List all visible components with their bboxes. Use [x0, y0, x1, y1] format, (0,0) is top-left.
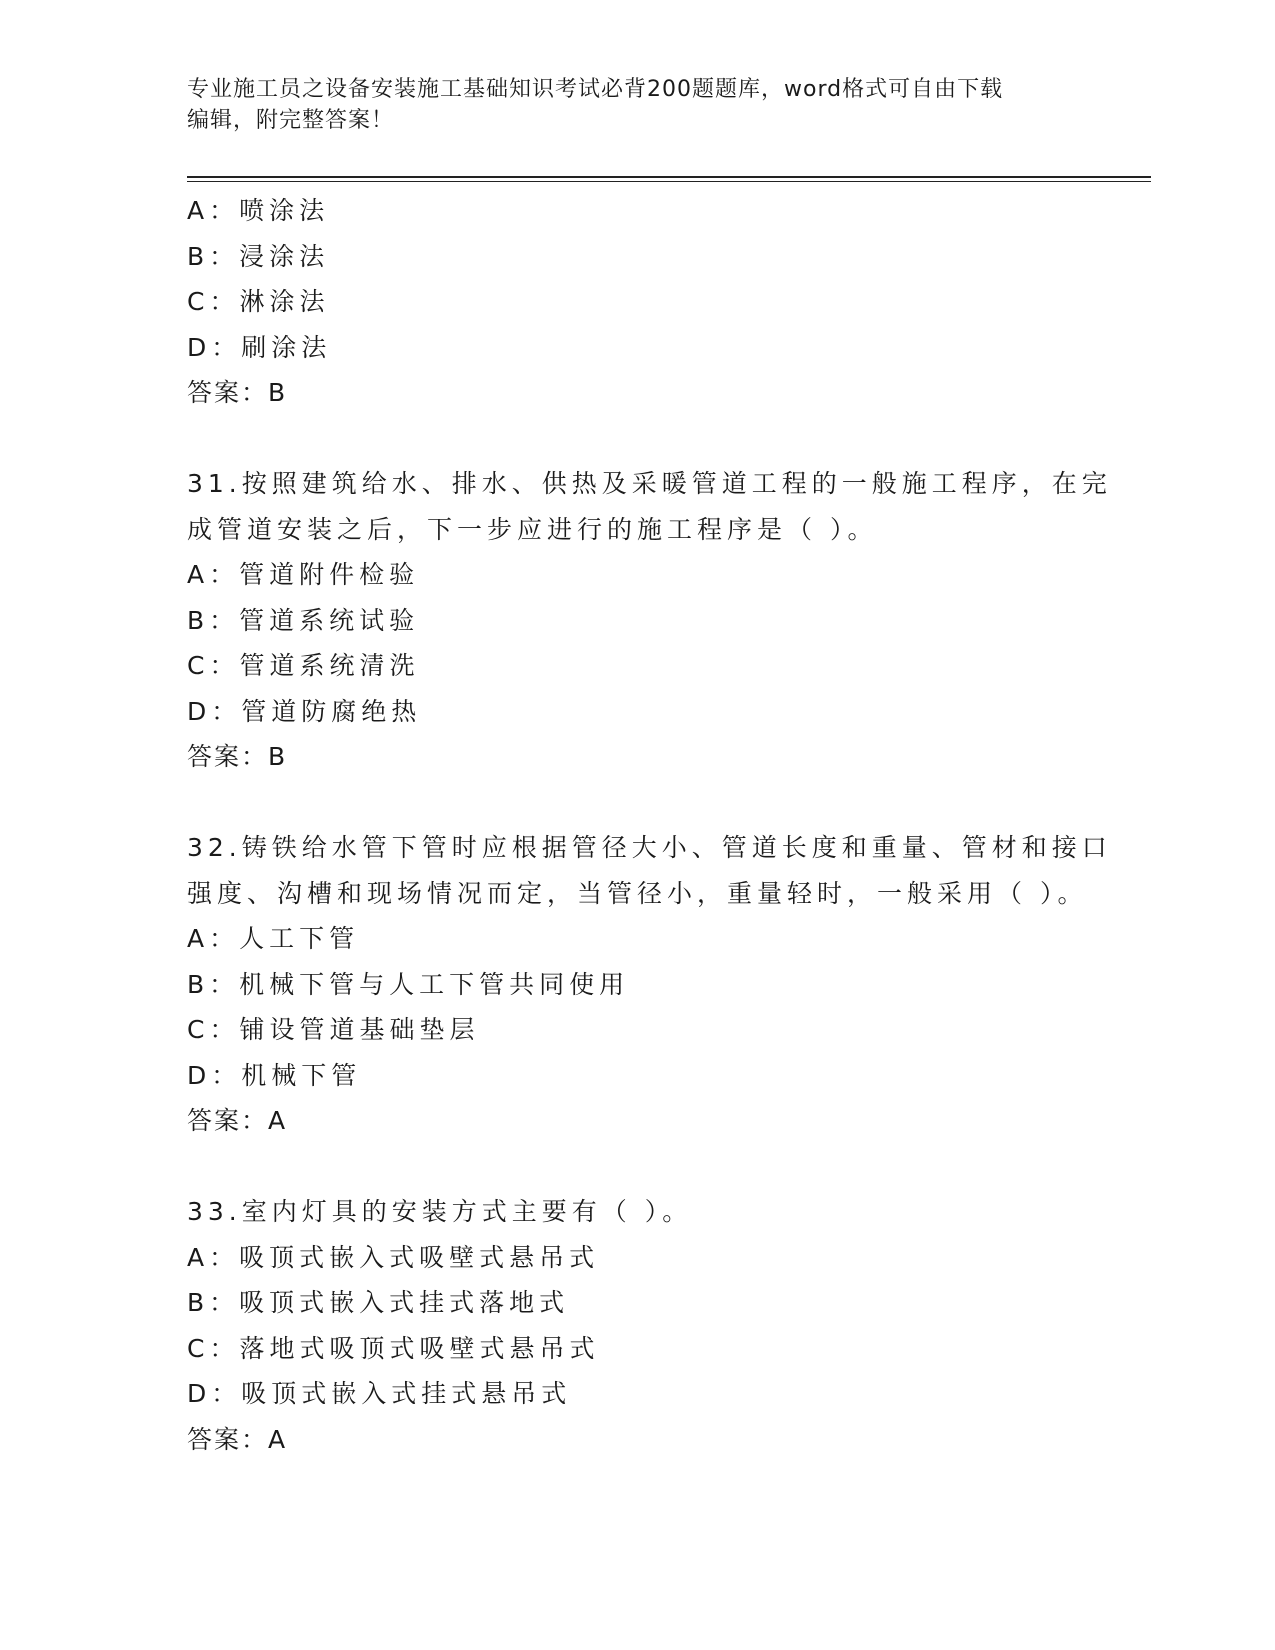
question-block-31	[187, 461, 1112, 780]
option-b: B：机械下管与人工下管共同使用	[187, 969, 630, 999]
option-a: A：喷涂法	[187, 196, 330, 225]
header-rule-thin	[187, 181, 1151, 182]
option-c: C：铺设管道基础垫层	[187, 1015, 480, 1044]
question-block-33	[187, 1189, 1087, 1462]
option-c: C：落地式吸顶式吸壁式悬吊式	[187, 1333, 600, 1363]
answer: 答案：A	[187, 1106, 288, 1135]
question-text-line: 31.按照建筑给水、排水、供热及采暖管道工程的一般施工程序，在完	[187, 469, 1112, 498]
block-spacer	[187, 1144, 1087, 1190]
option-d: D：吸顶式嵌入式挂式悬吊式	[187, 1379, 572, 1408]
question-text-line: 强度、沟槽和现场情况而定，当管径小，重量轻时，一般采用（ ）。	[187, 878, 1088, 908]
question-text-line: 33.室内灯具的安装方式主要有（ ）。	[187, 1197, 693, 1226]
option-d: D：管道防腐绝热	[187, 696, 422, 726]
block-spacer	[187, 780, 1087, 826]
option-d: D：刷涂法	[187, 332, 332, 362]
answer: 答案：B	[187, 742, 288, 771]
option-b: B：浸涂法	[187, 241, 330, 271]
document-header	[187, 74, 1067, 136]
question-list	[187, 188, 1112, 1462]
option-a: A：管道附件检验	[187, 560, 420, 589]
question-text-line: 成管道安装之后，下一步应进行的施工程序是（ ）。	[187, 514, 878, 544]
block-spacer	[187, 416, 1087, 462]
option-b: B：管道系统试验	[187, 605, 420, 635]
answer: 答案：B	[187, 378, 288, 407]
header-line-1: 专业施工员之设备安装施工基础知识考试必背200题题库，word格式可自由下载	[187, 77, 1004, 102]
question-text-line: 32.铸铁给水管下管时应根据管径大小、管道长度和重量、管材和接口	[187, 833, 1112, 862]
header-rule-thick	[187, 176, 1151, 178]
question-block-32	[187, 825, 1112, 1144]
option-d: D：机械下管	[187, 1060, 362, 1090]
option-b: B：吸顶式嵌入式挂式落地式	[187, 1288, 570, 1317]
answer: 答案：A	[187, 1424, 288, 1454]
option-a: A：吸顶式嵌入式吸壁式悬吊式	[187, 1242, 600, 1272]
option-c: C：管道系统清洗	[187, 651, 420, 680]
option-a: A：人工下管	[187, 924, 360, 953]
option-c: C：淋涂法	[187, 287, 330, 316]
question-block-30	[187, 188, 1087, 416]
header-line-2: 编辑，附完整答案！	[187, 108, 395, 133]
